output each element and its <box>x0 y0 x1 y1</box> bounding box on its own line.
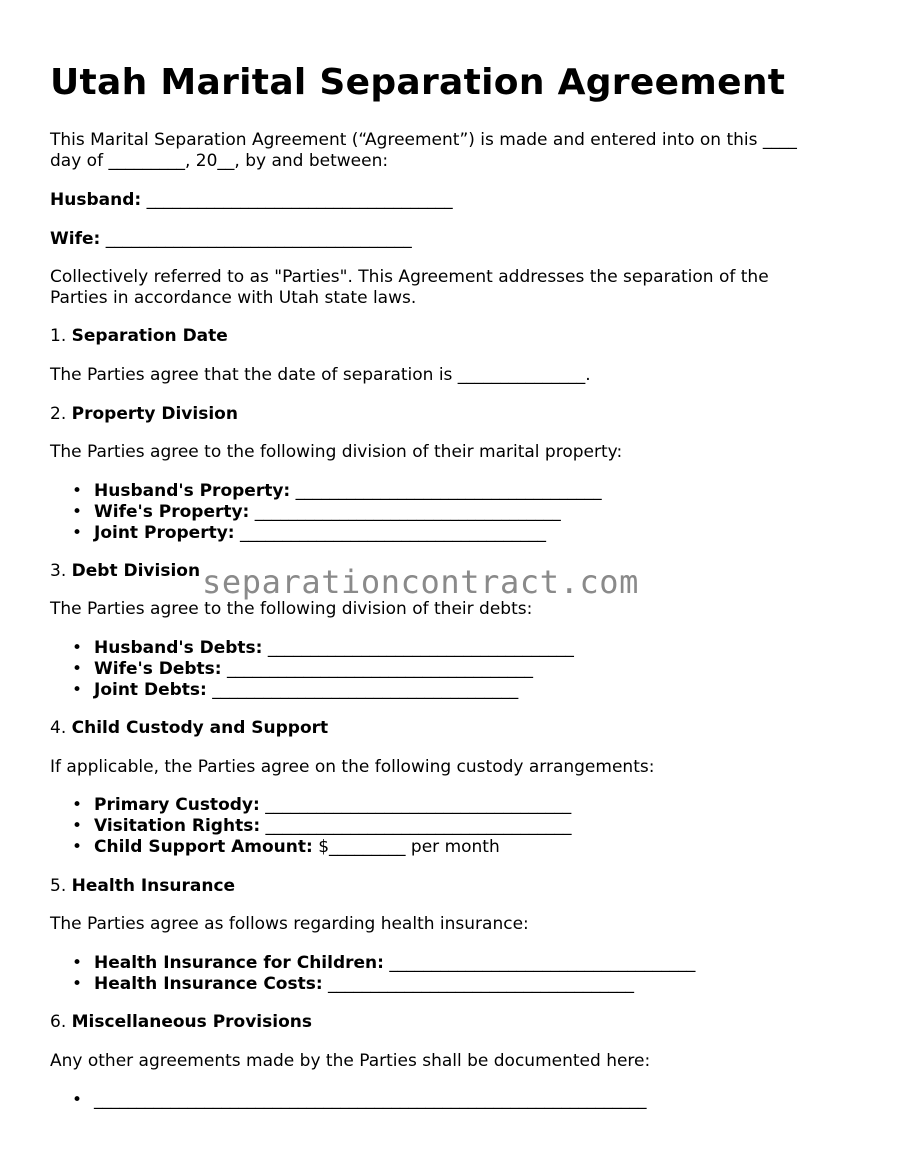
section-5-text: The Parties agree as follows regarding health insurance: <box>50 914 529 934</box>
section-1-heading <box>50 326 228 347</box>
custody-list <box>50 795 572 858</box>
watermark: separationcontract.com <box>202 563 640 601</box>
section-3-text: The Parties agree to the following division of their debts: <box>50 599 533 619</box>
list-item <box>50 523 602 544</box>
item-blank: ____________________________________ <box>206 680 519 700</box>
wife-field <box>50 229 412 250</box>
list-item <box>50 638 574 659</box>
section-4-title: Child Custody and Support <box>71 718 329 738</box>
item-label: Husband's Debts: <box>94 638 263 658</box>
item-blank: $_________ per month <box>312 837 500 857</box>
section-4-heading <box>50 718 328 739</box>
list-item <box>50 974 695 995</box>
list-item <box>50 502 602 523</box>
item-label: Wife's Property: <box>94 502 250 522</box>
item-label: Health Insurance Costs: <box>94 974 323 994</box>
wife-blank: ____________________________________ <box>100 229 412 249</box>
item-blank: ____________________________________ <box>262 638 574 658</box>
section-6-heading <box>50 1012 312 1033</box>
section-4-number: 4. <box>50 718 67 738</box>
husband-blank: ____________________________________ <box>141 190 453 210</box>
section-3-heading <box>50 561 200 582</box>
item-blank: ____________________________________ <box>383 953 696 973</box>
section-5-title: Health Insurance <box>71 876 236 896</box>
list-item <box>50 795 572 816</box>
item-blank: ____________________________________ <box>234 523 546 543</box>
section-5-number: 5. <box>50 876 67 896</box>
section-3-number: 3. <box>50 561 67 581</box>
item-blank: _________________________________________________________________ <box>94 1090 647 1110</box>
section-1-text: The Parties agree that the date of separation is _______________. <box>50 365 591 385</box>
item-label: Primary Custody: <box>94 795 260 815</box>
section-2-text: The Parties agree to the following division of their marital property: <box>50 442 623 462</box>
misc-list <box>50 1090 647 1111</box>
section-4-text: If applicable, the Parties agree on the following custody arrangements: <box>50 757 655 777</box>
section-5-heading <box>50 876 235 897</box>
item-label: Health Insurance for Children: <box>94 953 384 973</box>
list-item <box>50 953 695 974</box>
section-2-heading <box>50 404 238 425</box>
item-blank: ____________________________________ <box>322 974 635 994</box>
wife-label: Wife: <box>50 229 101 249</box>
list-item <box>50 837 572 858</box>
item-label: Wife's Debts: <box>94 659 222 679</box>
item-label: Joint Property: <box>94 523 235 543</box>
husband-field <box>50 190 453 211</box>
item-label: Husband's Property: <box>94 481 291 501</box>
intro-line-2: day of _________, 20__, by and between: <box>50 151 389 171</box>
section-2-title: Property Division <box>71 404 238 424</box>
item-label: Joint Debts: <box>94 680 207 700</box>
section-6-number: 6. <box>50 1012 67 1032</box>
husband-label: Husband: <box>50 190 142 210</box>
list-item <box>50 659 574 680</box>
section-6-text: Any other agreements made by the Parties shall be documented here: <box>50 1051 651 1071</box>
section-2-number: 2. <box>50 404 67 424</box>
list-item <box>50 481 602 502</box>
insurance-list <box>50 953 695 995</box>
section-1-title: Separation Date <box>71 326 228 346</box>
item-label: Visitation Rights: <box>94 816 261 836</box>
item-label: Child Support Amount: <box>94 837 313 857</box>
intro-line-1: This Marital Separation Agreement (“Agreement”) is made and entered into on this ____ <box>50 130 797 150</box>
item-blank: ____________________________________ <box>259 795 572 815</box>
collective-line-2: Parties in accordance with Utah state laws. <box>50 288 417 308</box>
section-1-number: 1. <box>50 326 67 346</box>
list-item <box>50 680 574 701</box>
list-item <box>50 1090 647 1111</box>
section-6-title: Miscellaneous Provisions <box>71 1012 312 1032</box>
item-blank: ____________________________________ <box>290 481 602 501</box>
section-3-title: Debt Division <box>71 561 201 581</box>
debt-list <box>50 638 574 701</box>
item-blank: ____________________________________ <box>260 816 572 836</box>
item-blank: ____________________________________ <box>249 502 561 522</box>
document-title: Utah Marital Separation Agreement <box>50 62 786 103</box>
list-item <box>50 816 572 837</box>
property-list <box>50 481 602 544</box>
item-blank: ____________________________________ <box>221 659 534 679</box>
collective-line-1: Collectively referred to as "Parties". This Agreement addresses the separation of the <box>50 267 769 287</box>
